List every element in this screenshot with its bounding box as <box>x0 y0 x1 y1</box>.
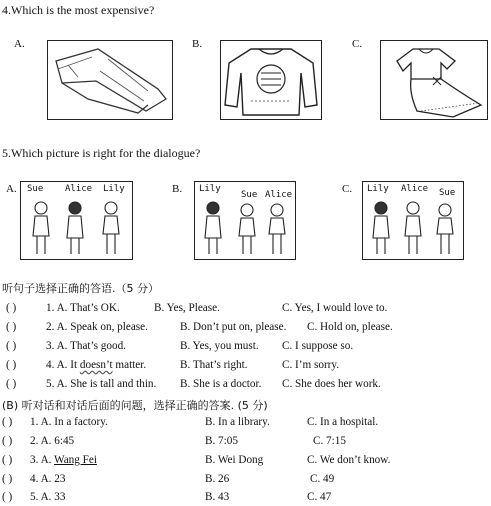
q4-title: 4.Which is the most expensive? <box>2 3 155 17</box>
q5-title: 5.Which picture is right for the dialogue? <box>2 146 201 160</box>
q5-option-b-frame <box>194 181 296 260</box>
section-b-paren[interactable]: ( ) <box>2 454 13 466</box>
section-b-option-c: C. In a hospital. <box>307 416 379 428</box>
girls-figure-icon <box>21 182 132 259</box>
section-a-paren[interactable]: ( ) <box>6 321 17 333</box>
section-b-option-c: C. 47 <box>307 491 332 503</box>
q5-c-label-2: Alice <box>401 184 429 194</box>
section-b-option-c: C. We don’t know. <box>307 454 391 466</box>
section-a-option-a: 4. A. It doesn’t matter. <box>46 359 147 371</box>
q4-option-b-frame <box>220 40 322 120</box>
section-a-option-a: 5. A. She is tall and thin. <box>46 378 157 390</box>
section-a-option-a: 3. A. That’s good. <box>46 340 126 352</box>
section-b-option-b: B. 7:05 <box>205 435 238 447</box>
section-a-option-a: 1. A. That’s OK. <box>46 302 120 314</box>
section-b-paren[interactable]: ( ) <box>2 416 13 428</box>
q5-b-label-1: Lily <box>199 184 221 194</box>
section-a-option-b: B. Yes, you must. <box>180 340 259 352</box>
q5-option-a-letter: A. <box>6 183 17 195</box>
section-a-option-c: C. She does her work. <box>282 378 381 390</box>
dress-icon <box>381 41 487 119</box>
q4-option-a-frame <box>47 40 173 120</box>
section-b-paren[interactable]: ( ) <box>2 435 13 447</box>
section-a-paren[interactable]: ( ) <box>6 378 17 390</box>
q5-b-label-3: Alice <box>265 190 293 200</box>
q4-option-a-letter: A. <box>14 38 25 50</box>
section-b-option-b: B. 43 <box>205 491 230 503</box>
section-b-option-a: 4. A. 23 <box>30 473 66 485</box>
section-a-option-c: C. Yes, I would love to. <box>282 302 388 314</box>
q5-option-c-letter: C. <box>342 183 353 195</box>
section-a-paren[interactable]: ( ) <box>6 302 17 314</box>
q5-c-label-3: Sue <box>439 188 456 198</box>
section-a-option-b: B. Don’t put on, please. <box>180 321 287 333</box>
section-b-option-a: 2. A. 6:45 <box>30 435 75 447</box>
q5-a-label-3: Lily <box>103 184 125 194</box>
section-b-heading: (B) 听对话和对话后面的问题，选择正确的答案. (5 分) <box>2 399 268 412</box>
section-a-paren[interactable]: ( ) <box>6 359 17 371</box>
section-a-option-b: B. She is a doctor. <box>180 378 262 390</box>
q4-option-c-letter: C. <box>352 38 363 50</box>
section-b-option-a: 1. A. In a factory. <box>30 416 108 428</box>
section-b-paren[interactable]: ( ) <box>2 491 13 503</box>
section-a-paren[interactable]: ( ) <box>6 340 17 352</box>
q4-option-c-frame <box>380 40 488 120</box>
section-a-heading: 听句子选择正确的答语.（5 分） <box>2 282 159 295</box>
girls-figure-icon <box>363 182 463 259</box>
section-b-option-c: C. 49 <box>310 473 335 485</box>
section-a-option-a: 2. A. Speak on, please. <box>46 321 148 333</box>
q5-c-label-1: Lily <box>367 184 389 194</box>
section-a-option-b: B. That’s right. <box>180 359 248 371</box>
q5-b-label-2: Sue <box>241 190 258 200</box>
sweater-icon <box>221 41 321 119</box>
section-b-option-a: 5. A. 33 <box>30 491 66 503</box>
girls-figure-icon <box>195 182 295 259</box>
q4-option-b-letter: B. <box>192 38 203 50</box>
section-a-option-c: C. I’m sorry. <box>282 359 340 371</box>
q5-option-c-frame <box>362 181 464 260</box>
q5-a-label-1: Sue <box>27 184 44 194</box>
section-a-option-c: C. Hold on, please. <box>307 321 393 333</box>
q5-a-label-2: Alice <box>65 184 93 194</box>
q5-option-a-frame <box>20 181 133 260</box>
section-b-option-b: B. In a library. <box>205 416 270 428</box>
q5-option-b-letter: B. <box>172 183 183 195</box>
section-b-option-a: 3. A. Wang Fei <box>30 454 97 466</box>
section-b-option-b: B. Wei Dong <box>205 454 264 466</box>
section-a-option-b: B. Yes, Please. <box>154 302 220 314</box>
trousers-icon <box>48 41 172 119</box>
section-b-paren[interactable]: ( ) <box>2 473 13 485</box>
section-b-option-c: C. 7:15 <box>313 435 346 447</box>
section-a-option-c: C. I suppose so. <box>282 340 354 352</box>
section-b-option-b: B. 26 <box>205 473 230 485</box>
